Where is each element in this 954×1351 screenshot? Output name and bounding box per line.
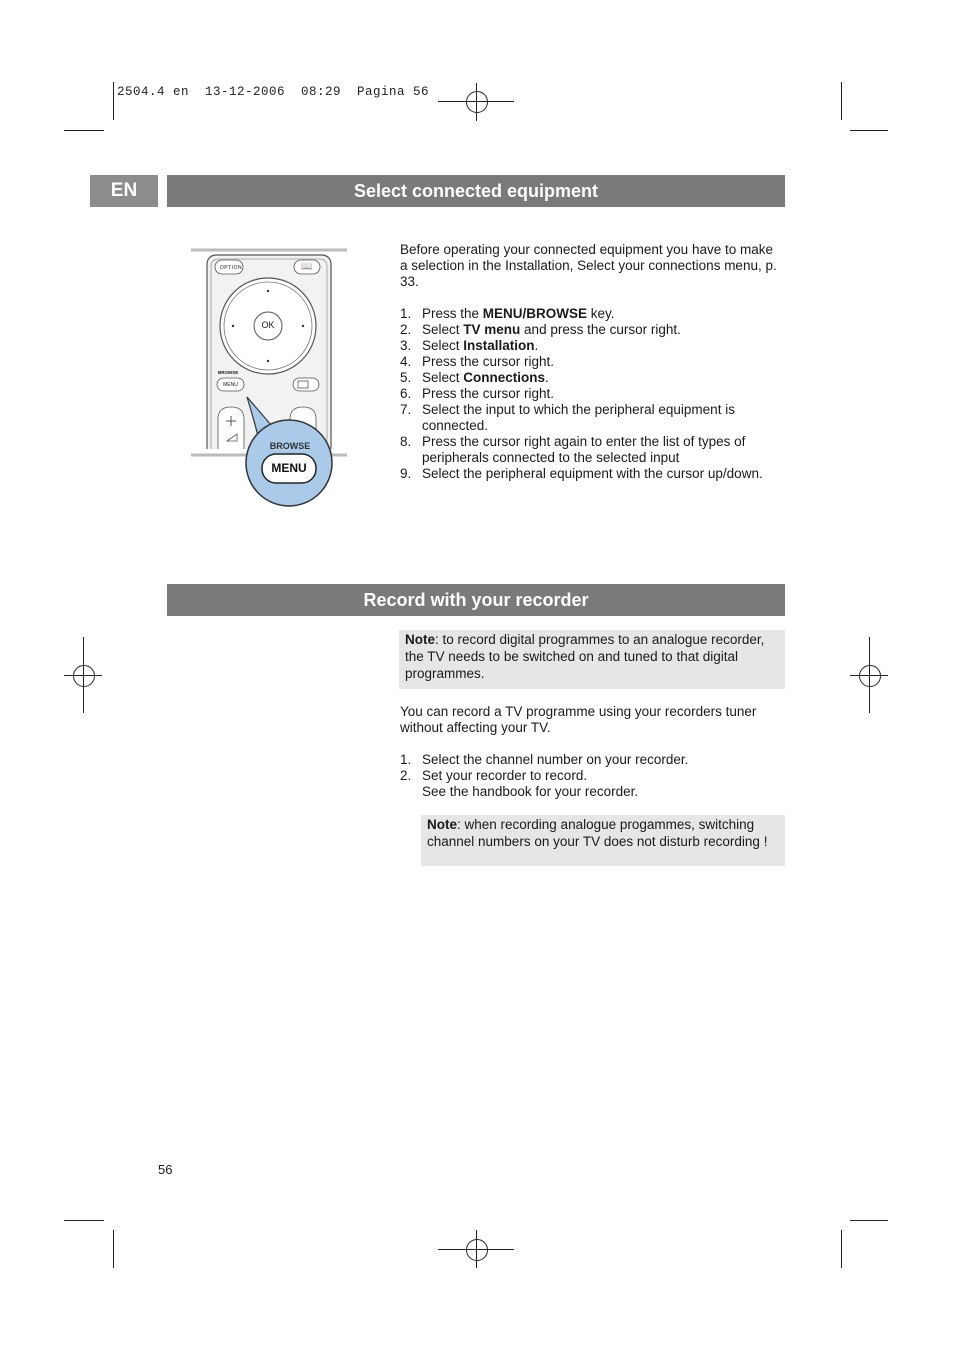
step-item [400,386,785,402]
step-number: 2. [400,322,412,337]
step-item [400,370,785,386]
step-text-part: Select [422,322,464,337]
step-text-part: Press the [422,306,483,321]
step-item [400,338,785,354]
ok-button-label: OK [261,320,275,330]
step-text [422,306,785,322]
step-item [400,434,785,466]
step-text: Select the channel number on your recorder. [422,752,689,767]
step-item [400,402,785,434]
step-number: 1. [400,752,412,767]
section-title-select-equipment: Select connected equipment [167,175,785,207]
step-text-part: . [534,338,539,353]
step-number: 8. [400,434,412,449]
section1-steps [400,306,785,482]
menu-callout-label: MENU [271,461,307,475]
crop-mark [850,130,888,131]
registration-mark [466,1239,488,1261]
step-text-part: key. [587,306,615,321]
step-text-bold: TV menu [463,322,521,337]
section2-steps [400,752,785,800]
step-text: Set your recorder to record. [422,768,588,783]
step-number: 7. [400,402,412,417]
note-analogue [421,815,785,866]
page-number: 56 [158,1162,173,1177]
browse-callout-label: BROWSE [269,441,311,451]
note-digital [399,630,785,689]
crop-mark [850,1220,888,1221]
step-number: 1. [400,306,412,321]
step-text-part: Press the cursor right again to enter the list of types of peripherals connected to the selected input [422,434,746,465]
step-item [400,354,785,370]
registration-mark [73,665,95,687]
step-text [422,402,785,434]
step-text-part: Press the cursor right. [422,386,555,401]
step-text: See the handbook for your recorder. [422,784,639,799]
print-slug: 2504.4 en 13-12-2006 08:29 Pagina 56 [117,85,430,99]
step-number: 4. [400,354,412,369]
step-item [400,752,785,768]
step-item [400,322,785,338]
crop-mark [64,1220,104,1221]
book-icon: 📖 [301,261,313,271]
crop-mark [841,1230,842,1268]
crop-mark [64,130,104,131]
section1-intro: Before operating your connected equipment you have to make a selection in the Installation, Select your connections menu, p. 33. [400,242,777,289]
step-text-bold: Connections [463,370,546,385]
browse-small-label: BROWSE [218,370,239,375]
step-text-bold: Installation [463,338,535,353]
step-text [422,370,785,386]
step-number: 2. [400,768,412,783]
step-text-bold: MENU/BROWSE [482,306,588,321]
step-text-part: Select the peripheral equipment with the cursor up/down. [422,466,763,481]
crop-mark [841,82,842,120]
note-text: : to record digital programmes to an analogue recorder, the TV needs to be switched on and tuned to that digital programmes. [405,632,765,681]
step-text-part: Select [422,370,464,385]
step-text [422,434,785,466]
menu-small-label: MENU [223,382,238,388]
step-number: 9. [400,466,412,481]
note-label: Note [405,632,435,647]
crop-mark [113,82,114,120]
step-item [400,768,785,784]
section-title-record: Record with your recorder [167,584,785,616]
step-number: 6. [400,386,412,401]
registration-mark [859,665,881,687]
option-button-label: OPTION [219,265,243,271]
registration-mark [466,91,488,113]
step-number [400,784,422,800]
step-text [422,466,785,482]
step-text-part: Select the input to which the peripheral equipment is connected. [422,402,735,433]
step-text [422,322,785,338]
step-item [400,784,785,800]
step-number: 5. [400,370,412,385]
step-number: 3. [400,338,412,353]
language-tab: EN [90,175,158,207]
note-label: Note [427,817,457,832]
step-item [400,466,785,482]
note-text: : when recording analogue progammes, switching channel numbers on your TV does not disturb recording ! [427,817,768,849]
crop-mark [113,1230,114,1268]
step-text [422,354,785,370]
section2-intro: You can record a TV programme using your recorders tuner without affecting your TV. [400,704,757,735]
step-text [422,338,785,354]
step-text [422,386,785,402]
step-text-part: Select [422,338,464,353]
step-item [400,306,785,322]
step-text-part: . [545,370,549,385]
step-text-part: Press the cursor right. [422,354,555,369]
step-text-part: and press the cursor right. [520,322,681,337]
